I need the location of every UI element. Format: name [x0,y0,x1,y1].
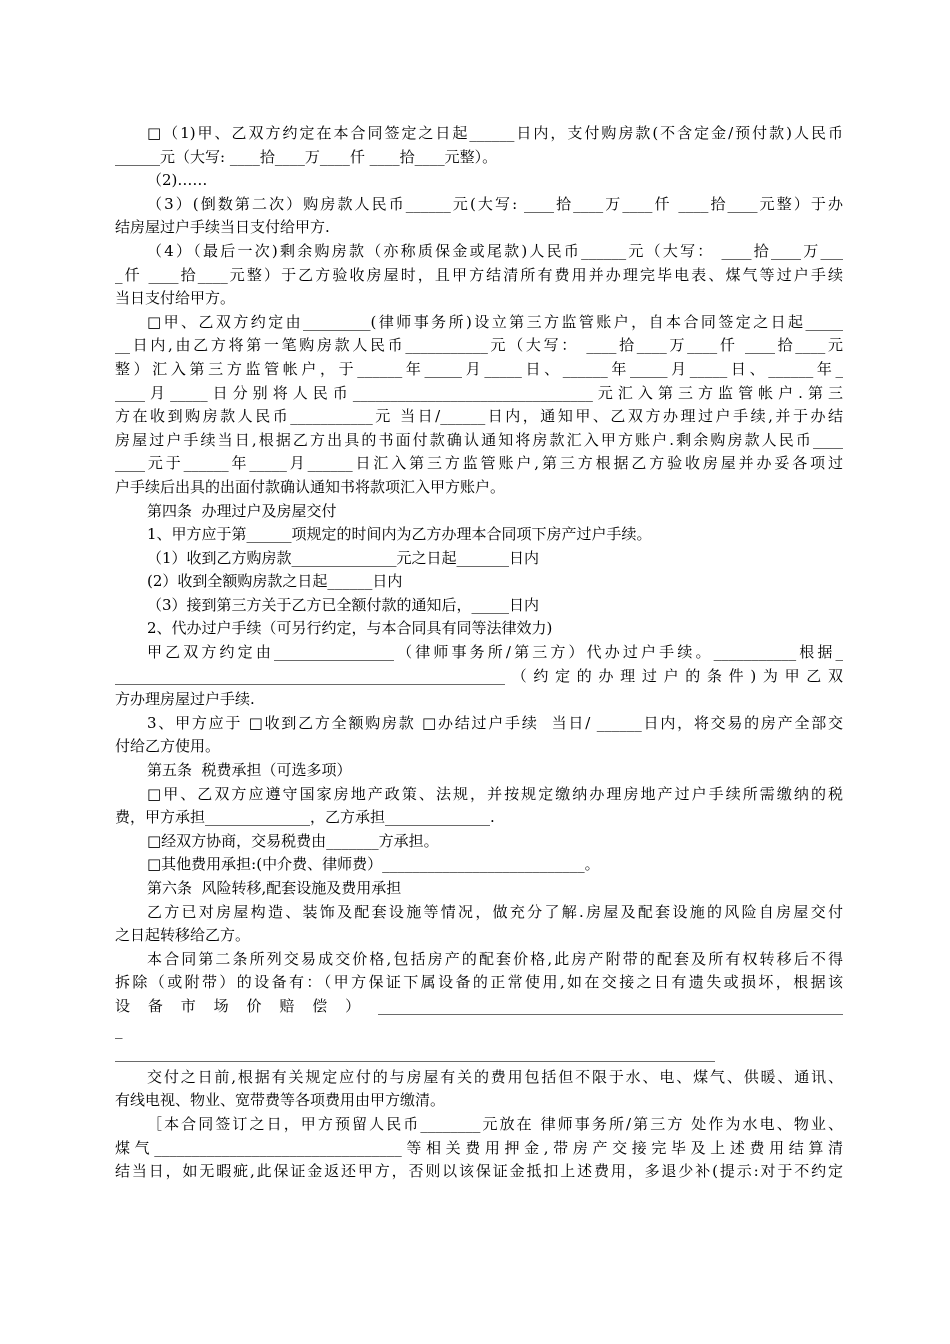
text-line: 1、甲方应于第______项规定的时间内为乙方办理本合同项下房产过户手续。 [147,525,652,544]
text-line: □甲、乙双方约定由_________(律师事务所)设立第三方监管账户，自本合同签定之日起_____ [147,312,843,331]
text-line: 户手续后出具的出面付款确认通知书将款项汇入甲方账户。 [115,477,506,496]
contract-page [115,122,843,1184]
text-line: □经双方协商，交易税费由_______方承担。 [147,831,439,850]
text-line: （3）接到第三方关于乙方已全额付款的通知后，_____日内 [147,595,540,614]
text-line: □其他费用承担:(中介费、律师费）___________________________。 [147,855,600,874]
section-heading: 第六条 风险转移,配套设施及费用承担 [147,879,402,897]
text-line: 3、甲方应于 □收到乙方全额购房款 □办结过户手续 当日/ ______日内，将交易的房产全部交 [147,713,843,732]
text-line: ______元（大写: ____拾____万____仟 ____拾____元整）。 [115,147,498,166]
text-line: 方在收到购房款人民币___________元 当日/______日内，通知甲、乙双方办理过户手续,并于办结 [115,407,843,426]
text-line: （3）(倒数第二次）购房款人民币______元(大写: ____拾____万____仟 ____拾____元整）于办 [147,194,843,213]
text-line: （2)…… [147,171,208,190]
text-line: （4）（最后一次)剩余购房款（亦称质保金或尾款)人民币______元（大写： ____拾____万___ [147,241,843,260]
text-line: 2、代办过户手续（可另行约定，与本合同具有同等法律效力) [147,619,553,638]
text-line: 拆除（或附带）的设备有：（甲方保证下属设备的正常使用,如在交接之日有遗失或损坏，根据该 [115,973,843,992]
text-line: _ [115,1020,123,1039]
text-line: ____月_____日分别将人民币________________________________元汇入第三方监管帐户.第三 [115,383,843,402]
text-line: 交付之日前,根据有关规定应付的与房屋有关的费用包括但不限于水、电、煤气、供暖、通讯、 [147,1067,843,1086]
text-line: 有线电视、物业、宽带费等各项费用由甲方缴清。 [115,1091,446,1110]
text-line: 之日起转移给乙方。 [115,926,251,945]
text-line: 煤气_________________________________等相关费用押金,带房产交接完毕及上述费用结算清 [115,1138,843,1157]
text-line: ____________________________________________________（约定的办理过户的条件)为甲乙双 [115,666,843,685]
text-line: 费，甲方承担______________，乙方承担______________. [115,808,495,827]
text-line: □（1)甲、乙双方约定在本合同签定之日起______日内，支付购房款(不含定金/预付款)人民币 [147,124,843,142]
text-line: 房屋过户手续当日,根据乙方出具的书面付款确认通知将房款汇入甲方账户.剩余购房款人民币____ [115,430,843,449]
text-line: （1）收到乙方购房款______________元之日起_______日内 [147,548,540,567]
text-line: 当日支付给甲方。 [115,289,236,308]
text-line: ____元于______年_____月______日汇入第三方监管账户,第三方根据乙方验收房屋并办妥各项过 [115,454,843,473]
text-line: __日内,由乙方将第一笔购房款人民币___________元（大写： ____拾____万____仟 ____拾____元 [115,336,843,355]
text-line: 甲乙双方约定由________________（律师事务所/第三方）代办过户手续。___________根据_ [147,643,843,662]
text-line: _仟 ____拾____元整）于乙方验收房屋时，且甲方结清所有费用并办理完毕电表、煤气等过户手续 [115,265,843,284]
text-line: 本合同第二条所列交易成交价格,包括房产的配套价格,此房产附带的配套及所有权转移后不得 [147,949,843,968]
text-line: 结房屋过户手续当日支付给甲方. [115,218,330,237]
text-line: □甲、乙双方应遵守国家房地产政策、法规，并按规定缴纳办理房地产过户手续所需缴纳的税 [147,784,843,803]
text-line: 乙方已对房屋构造、装饰及配套设施等情况，做充分了解.房屋及配套设施的风险自房屋交付 [147,902,843,921]
section-heading: 第五条 税费承担（可选多项） [147,761,352,780]
section-heading: 第四条 办理过户及房屋交付 [147,501,337,520]
text-line: 方办理房屋过户手续. [115,690,255,709]
text-line: ________________________________________________________________________________ [115,1044,715,1063]
text-line: 结当日，如无暇疵,此保证金返还甲方，否则以该保证金抵扣上述费用，多退少补(提示:对于不约定 [115,1162,843,1181]
text-line: 整）汇入第三方监管帐户，于______年_____月_____日、______年_____月_____日、______年_ [115,359,843,378]
text-line: ［本合同签订之日，甲方预留人民币________元放在 律师事务所/第三方 处作为水电、物业、 [147,1114,843,1133]
text-line: (2）收到全额购房款之日起______日内 [147,572,403,591]
text-line: 设备市场价赔偿）______________________________________________________________ [115,996,843,1015]
text-line: 付给乙方使用。 [115,737,221,756]
